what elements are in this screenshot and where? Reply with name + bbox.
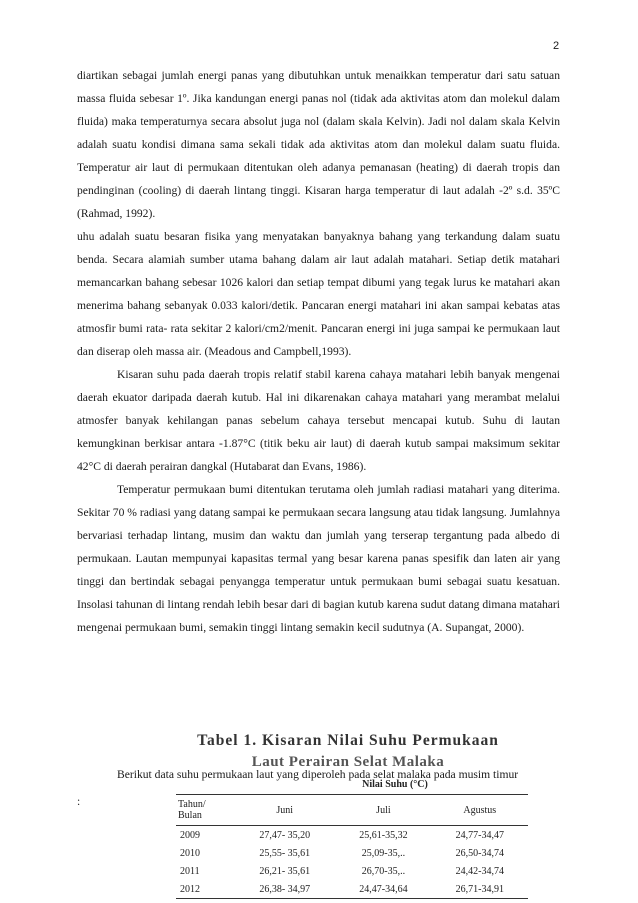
table-row: [176, 826, 528, 845]
table-image: [170, 732, 530, 903]
paragraph-4: Temperatur permukaan bumi ditentukan terutama oleh jumlah radiasi matahari yang diterima. Sekitar 70 % radiasi yang datang sampai ke permukaan secara langsung atau tidak langsung. Jumlahnya bervariasi terhadap lintang, musim dan waktu dan jumlah yang terserap tergantung pada albedo di permukaan. Lautan mempunyai kapasitas termal yang besar karena panas spesifik dan laten air yang tinggi dan bertindak sebagai penyangga temperatur untuk permukaan bumi sebagai suatu kesatuan. Insolasi tahunan di lintang rendah lebih besar dari di bagian kutub karena sudut datang dimana matahari mengenai permukaan bumi, semakin tinggi lintang semakin kecil sudutnya (A. Supangat, 2000).: [77, 483, 560, 634]
header-juli: Juli: [335, 795, 431, 826]
page-number: 2: [553, 40, 560, 52]
row-year: 2010: [180, 847, 200, 859]
cell: 25,55- 35,61: [259, 847, 311, 859]
table-unit-header: Nilai Suhu (°C): [362, 779, 428, 790]
cell: 26,70-35,..: [361, 865, 406, 877]
row-year: 2011: [180, 865, 200, 877]
cell: 24,42-34,74: [455, 865, 504, 877]
table-row: [176, 844, 528, 862]
header-year-month: Tahun/ Bulan: [176, 795, 234, 826]
temperature-table: [176, 794, 528, 899]
cell: 26,71-34,91: [432, 880, 528, 899]
body-text: [77, 64, 560, 639]
header-agustus: Agustus: [432, 795, 528, 826]
cell: 25,61-35,32: [359, 829, 408, 841]
row-year: 2009: [180, 829, 200, 841]
cell: 26,38- 34,97: [234, 880, 335, 899]
paragraph-3: Kisaran suhu pada daerah tropis relatif stabil karena cahaya matahari lebih banyak mengenai daerah ekuator daripada daerah kutub. Hal ini dikarenakan cahaya matahari yang merambat melalui atmosfer banyak kehilangan panas sebelum cahaya tersebut mencapai kutub. Suhu di lautan kemungkinan berkisar antara -1.87°C (titik beku air laut) di daerah kutub sampai maksimum sekitar 42°C di daerah perairan dangkal (Hutabarat dan Evans, 1986).: [77, 368, 560, 473]
paragraph-2: uhu adalah suatu besaran fisika yang menyatakan banyaknya bahang yang terkandung dalam suatu benda. Secara alamiah sumber utama bahang dalam air laut adalah matahari. Setiap detik matahari memancarkan bahang sebesar 1026 kalori dan setiap tempat dibumi yang tegak lurus ke matahari akan menerima bahang sebanyak 0.033 kalori/detik. Pancaran energi matahari ini akan sampai kebatas atas atmosfir bumi rata- rata sekitar 2 kalori/cm2/menit. Pancaran energi ini juga sampai ke permukaan laut dan diserap oleh massa air. (Meadous and Campbell,1993).: [77, 230, 560, 358]
table-row: [176, 862, 528, 880]
table-subtitle: Laut Perairan Selat Malaka: [251, 754, 445, 770]
cell: 26,50-34,74: [455, 847, 504, 859]
paragraph-1: diartikan sebagai jumlah energi panas yang dibutuhkan untuk menaikkan temperatur dari satu satuan massa fluida sebesar 1º. Jika kandungan energi panas nol (tidak ada aktivitas atom dan molekul dalam fluida) maka temperaturnya secara absolut juga nol (dalam skala Kelvin). Jadi nol dalam skala Kelvin adalah suatu kondisi dimana sama sekali tidak ada aktivitas atom dan molekul dalam suatu fluida. Temperatur air laut di permukaan ditentukan oleh adanya pemanasan (heating) di daerah tropis dan pendinginan (cooling) di daerah lintang tinggi. Kisaran harga temperatur di laut adalah -2º s.d. 35ºC (Rahmad, 1992).: [77, 69, 560, 220]
cell: 27,47- 35,20: [259, 829, 311, 841]
table-title: Tabel 1. Kisaran Nilai Suhu Permukaan: [197, 732, 499, 749]
row-year: 2012: [176, 880, 234, 899]
cell: 25,09-35,..: [361, 847, 406, 859]
cell: 24,77-34,47: [455, 829, 504, 841]
cell: 26,21- 35,61: [259, 865, 311, 877]
colon-mark: :: [77, 795, 81, 808]
header-juni: Juni: [234, 795, 335, 826]
lead-text: Berikut data suhu permukaan laut yang diperoleh pada selat malaka pada musim timur: [117, 768, 519, 781]
cell: 24,47-34,64: [335, 880, 431, 899]
table-row: [176, 880, 528, 899]
